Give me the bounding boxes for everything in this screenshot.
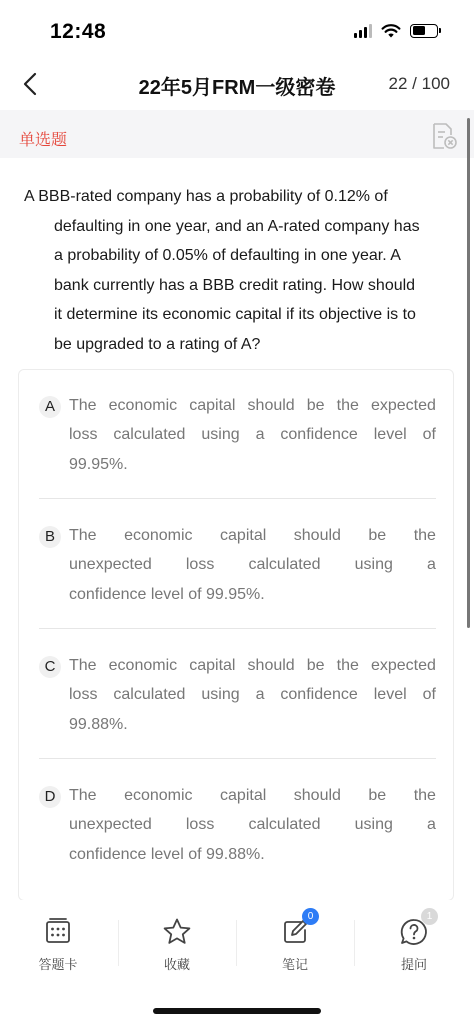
option-word: calculated bbox=[248, 556, 321, 574]
option-word: capital bbox=[220, 527, 267, 544]
divider bbox=[118, 920, 119, 966]
ask-icon-wrap bbox=[398, 911, 433, 948]
option-word: The bbox=[69, 527, 97, 544]
option-word: calculated bbox=[248, 816, 321, 834]
option-word: be bbox=[368, 787, 387, 804]
option-letter: D bbox=[39, 786, 61, 808]
option-word: using bbox=[354, 816, 393, 834]
option-letter: A bbox=[39, 396, 61, 418]
question-line: A BBB-rated company has a probability of 0.12% of bbox=[24, 188, 388, 205]
option-word: The bbox=[69, 397, 97, 414]
notes-count-badge: 0 bbox=[302, 908, 319, 925]
question-type-label: 单选题 bbox=[19, 132, 68, 149]
option-word: confidence bbox=[280, 426, 358, 444]
ask-count-badge: 1 bbox=[421, 908, 438, 925]
nav-bar bbox=[0, 60, 474, 110]
wifi-icon bbox=[381, 23, 401, 38]
option-word: calculated bbox=[113, 426, 186, 444]
tab-label: 笔记 bbox=[281, 957, 308, 972]
option-word: capital bbox=[220, 787, 267, 804]
option-text-line bbox=[69, 716, 436, 734]
option-text-line bbox=[69, 816, 436, 834]
option-word: be bbox=[306, 657, 325, 674]
option-word: a bbox=[427, 556, 436, 574]
tab-label: 提问 bbox=[400, 957, 427, 972]
question-stem bbox=[24, 182, 444, 359]
option-word: expected bbox=[370, 397, 436, 414]
question-progress: 22 / 100 bbox=[388, 74, 450, 93]
page-title: 22年5月FRM一级密卷 bbox=[138, 77, 336, 99]
option-word: should bbox=[247, 397, 295, 414]
option-word: level bbox=[373, 686, 407, 704]
option-text-line bbox=[69, 846, 436, 864]
option-word: a bbox=[427, 816, 436, 834]
option-word: economic bbox=[108, 657, 178, 674]
option-word: economic bbox=[108, 397, 178, 414]
option-word: The bbox=[69, 657, 97, 674]
option-word: capital bbox=[189, 397, 236, 414]
option-text-line bbox=[69, 787, 436, 805]
option-divider bbox=[39, 498, 436, 499]
option-word: economic bbox=[124, 527, 193, 544]
question-line: it determine its economic capital if its objective is to bbox=[54, 306, 416, 323]
option-word: using bbox=[354, 556, 393, 574]
option-text-line bbox=[69, 686, 436, 704]
option-word: the bbox=[336, 657, 359, 674]
option-word: the bbox=[413, 527, 436, 544]
tab-label: 收藏 bbox=[163, 957, 190, 972]
status-icons bbox=[354, 23, 438, 38]
bottom-toolbar bbox=[0, 900, 474, 990]
status-time: 12:48 bbox=[50, 20, 107, 43]
option-word: loss bbox=[185, 816, 215, 834]
tab-label: 答题卡 bbox=[38, 957, 78, 972]
favorite-button[interactable] bbox=[137, 916, 217, 973]
option-text-line bbox=[69, 556, 436, 574]
option-letter: B bbox=[39, 526, 61, 548]
option-letter: C bbox=[39, 656, 61, 678]
option-word: The bbox=[69, 787, 97, 804]
option-word: of bbox=[422, 686, 436, 704]
notes-icon-wrap bbox=[279, 911, 314, 948]
option-text-line bbox=[69, 456, 436, 474]
option-text-line bbox=[69, 657, 436, 675]
option-divider bbox=[39, 758, 436, 759]
option-word: confidence level of 99.88%. bbox=[69, 845, 265, 863]
answer-card-button[interactable] bbox=[18, 916, 98, 973]
option-word: calculated bbox=[113, 686, 186, 704]
battery-icon bbox=[410, 24, 438, 38]
option-word: unexpected bbox=[69, 556, 152, 574]
option-word: 99.95%. bbox=[69, 455, 128, 473]
option-word: confidence level of 99.95%. bbox=[69, 585, 265, 603]
notes-button[interactable] bbox=[255, 911, 335, 973]
option-text-line bbox=[69, 527, 436, 545]
question-line: be upgraded to a rating of A? bbox=[54, 335, 261, 353]
option-word: unexpected bbox=[69, 816, 152, 834]
option-word: loss bbox=[69, 426, 98, 444]
option-word: using bbox=[201, 426, 240, 444]
option-word: the bbox=[336, 397, 359, 414]
option-word: should bbox=[293, 787, 341, 804]
option-word: level bbox=[373, 426, 407, 444]
home-indicator[interactable] bbox=[153, 1008, 321, 1014]
star-icon bbox=[161, 916, 193, 948]
cellular-signal-icon bbox=[354, 24, 372, 38]
option-word: capital bbox=[189, 657, 236, 674]
option-text-line bbox=[69, 426, 436, 444]
option-word: the bbox=[413, 787, 436, 804]
option-text-line bbox=[69, 586, 436, 604]
option-word: of bbox=[422, 426, 436, 444]
option-word: be bbox=[306, 397, 325, 414]
option-word: should bbox=[293, 527, 341, 544]
divider bbox=[236, 920, 237, 966]
answer-card-icon bbox=[42, 916, 74, 948]
option-text-line bbox=[69, 397, 436, 415]
option-word: 99.88%. bbox=[69, 715, 128, 733]
option-word: economic bbox=[124, 787, 193, 804]
divider bbox=[354, 920, 355, 966]
option-word: using bbox=[201, 686, 240, 704]
document-close-icon[interactable] bbox=[430, 122, 458, 150]
option-word: a bbox=[255, 686, 265, 704]
option-word: a bbox=[255, 426, 265, 444]
status-bar bbox=[0, 0, 474, 60]
question-type-bar bbox=[0, 110, 474, 158]
option-word: be bbox=[368, 527, 387, 544]
option-divider bbox=[39, 628, 436, 629]
ask-button[interactable] bbox=[374, 911, 454, 973]
question-line: defaulting in one year, and an A-rated company has bbox=[54, 217, 420, 235]
option-word: expected bbox=[370, 657, 436, 674]
option-word: loss bbox=[185, 556, 215, 574]
option-word: loss bbox=[69, 686, 98, 704]
options-card bbox=[18, 369, 454, 901]
scrollbar[interactable] bbox=[467, 118, 470, 628]
option-word: confidence bbox=[280, 686, 358, 704]
question-line: bank currently has a BBB credit rating. How should bbox=[54, 276, 416, 294]
question-line: a probability of 0.05% of defaulting in one year. A bbox=[54, 247, 401, 264]
option-word: should bbox=[247, 657, 295, 674]
